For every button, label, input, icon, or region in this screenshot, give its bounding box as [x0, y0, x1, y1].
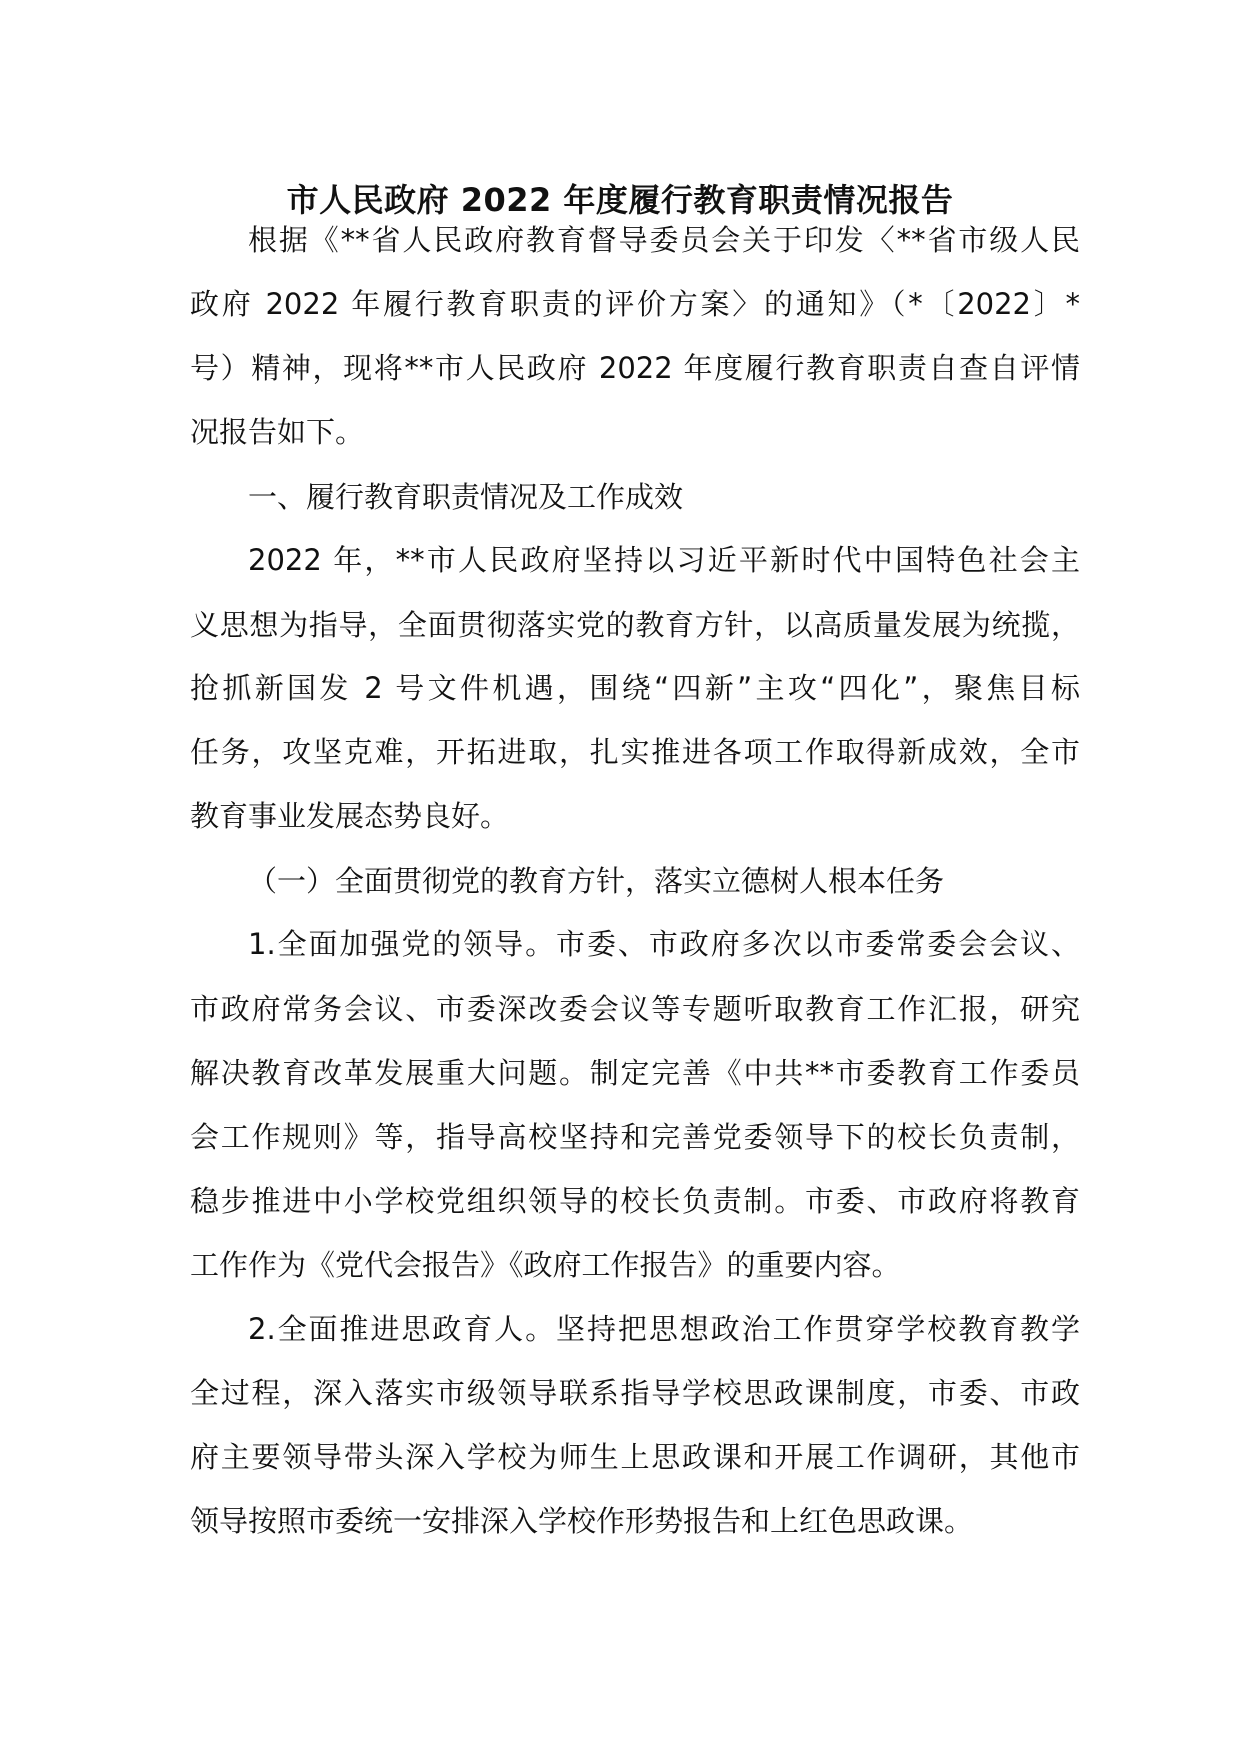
paragraph-line: 2.全面推进思政育人。坚持把思想政治工作贯穿学校教育教学: [248, 1312, 1080, 1346]
paragraph-line: 义思想为指导，全面贯彻落实党的教育方针，以高质量发展为统揽，: [190, 608, 1080, 642]
paragraph-line: 稳步推进中小学校党组织领导的校长负责制。市委、市政府将教育: [190, 1184, 1080, 1218]
paragraph-line: 领导按照市委统一安排深入学校作形势报告和上红色思政课。: [190, 1504, 974, 1538]
paragraph-line: 全过程，深入落实市级领导联系指导学校思政课制度，市委、市政: [190, 1376, 1080, 1410]
document-title: 市人民政府 2022 年度履行教育职责情况报告: [286, 181, 954, 219]
paragraph-line: 任务，攻坚克难，开拓进取，扎实推进各项工作取得新成效，全市: [190, 735, 1080, 769]
subsection-heading: （一）全面贯彻党的教育方针，落实立德树人根本任务: [248, 864, 945, 898]
paragraph-line: 会工作规则》等，指导高校坚持和完善党委领导下的校长负责制，: [190, 1120, 1080, 1154]
paragraph-line: 号）精神，现将**市人民政府 2022 年度履行教育职责自查自评情: [190, 351, 1080, 385]
paragraph-line: 抢抓新国发 2 号文件机遇，围绕“四新”主攻“四化”，聚焦目标: [190, 671, 1080, 705]
section-heading: 一、履行教育职责情况及工作成效: [248, 480, 684, 514]
paragraph-line: 2022 年，**市人民政府坚持以习近平新时代中国特色社会主: [248, 543, 1080, 577]
paragraph-line: 况报告如下。: [190, 415, 365, 449]
paragraph-line: 1.全面加强党的领导。市委、市政府多次以市委常委会会议、: [248, 927, 1080, 961]
paragraph-line: 政府 2022 年履行教育职责的评价方案〉的通知》（*〔2022〕*: [190, 287, 1080, 321]
paragraph-line: 解决教育改革发展重大问题。制定完善《中共**市委教育工作委员: [190, 1056, 1080, 1090]
paragraph-line: 根据《**省人民政府教育督导委员会关于印发〈**省市级人民: [248, 223, 1080, 257]
paragraph-line: 市政府常务会议、市委深改委会议等专题听取教育工作汇报，研究: [190, 992, 1080, 1026]
paragraph-line: 工作作为《党代会报告》《政府工作报告》的重要内容。: [190, 1248, 901, 1282]
paragraph-line: 教育事业发展态势良好。: [190, 799, 510, 833]
paragraph-line: 府主要领导带头深入学校为师生上思政课和开展工作调研，其他市: [190, 1440, 1080, 1474]
